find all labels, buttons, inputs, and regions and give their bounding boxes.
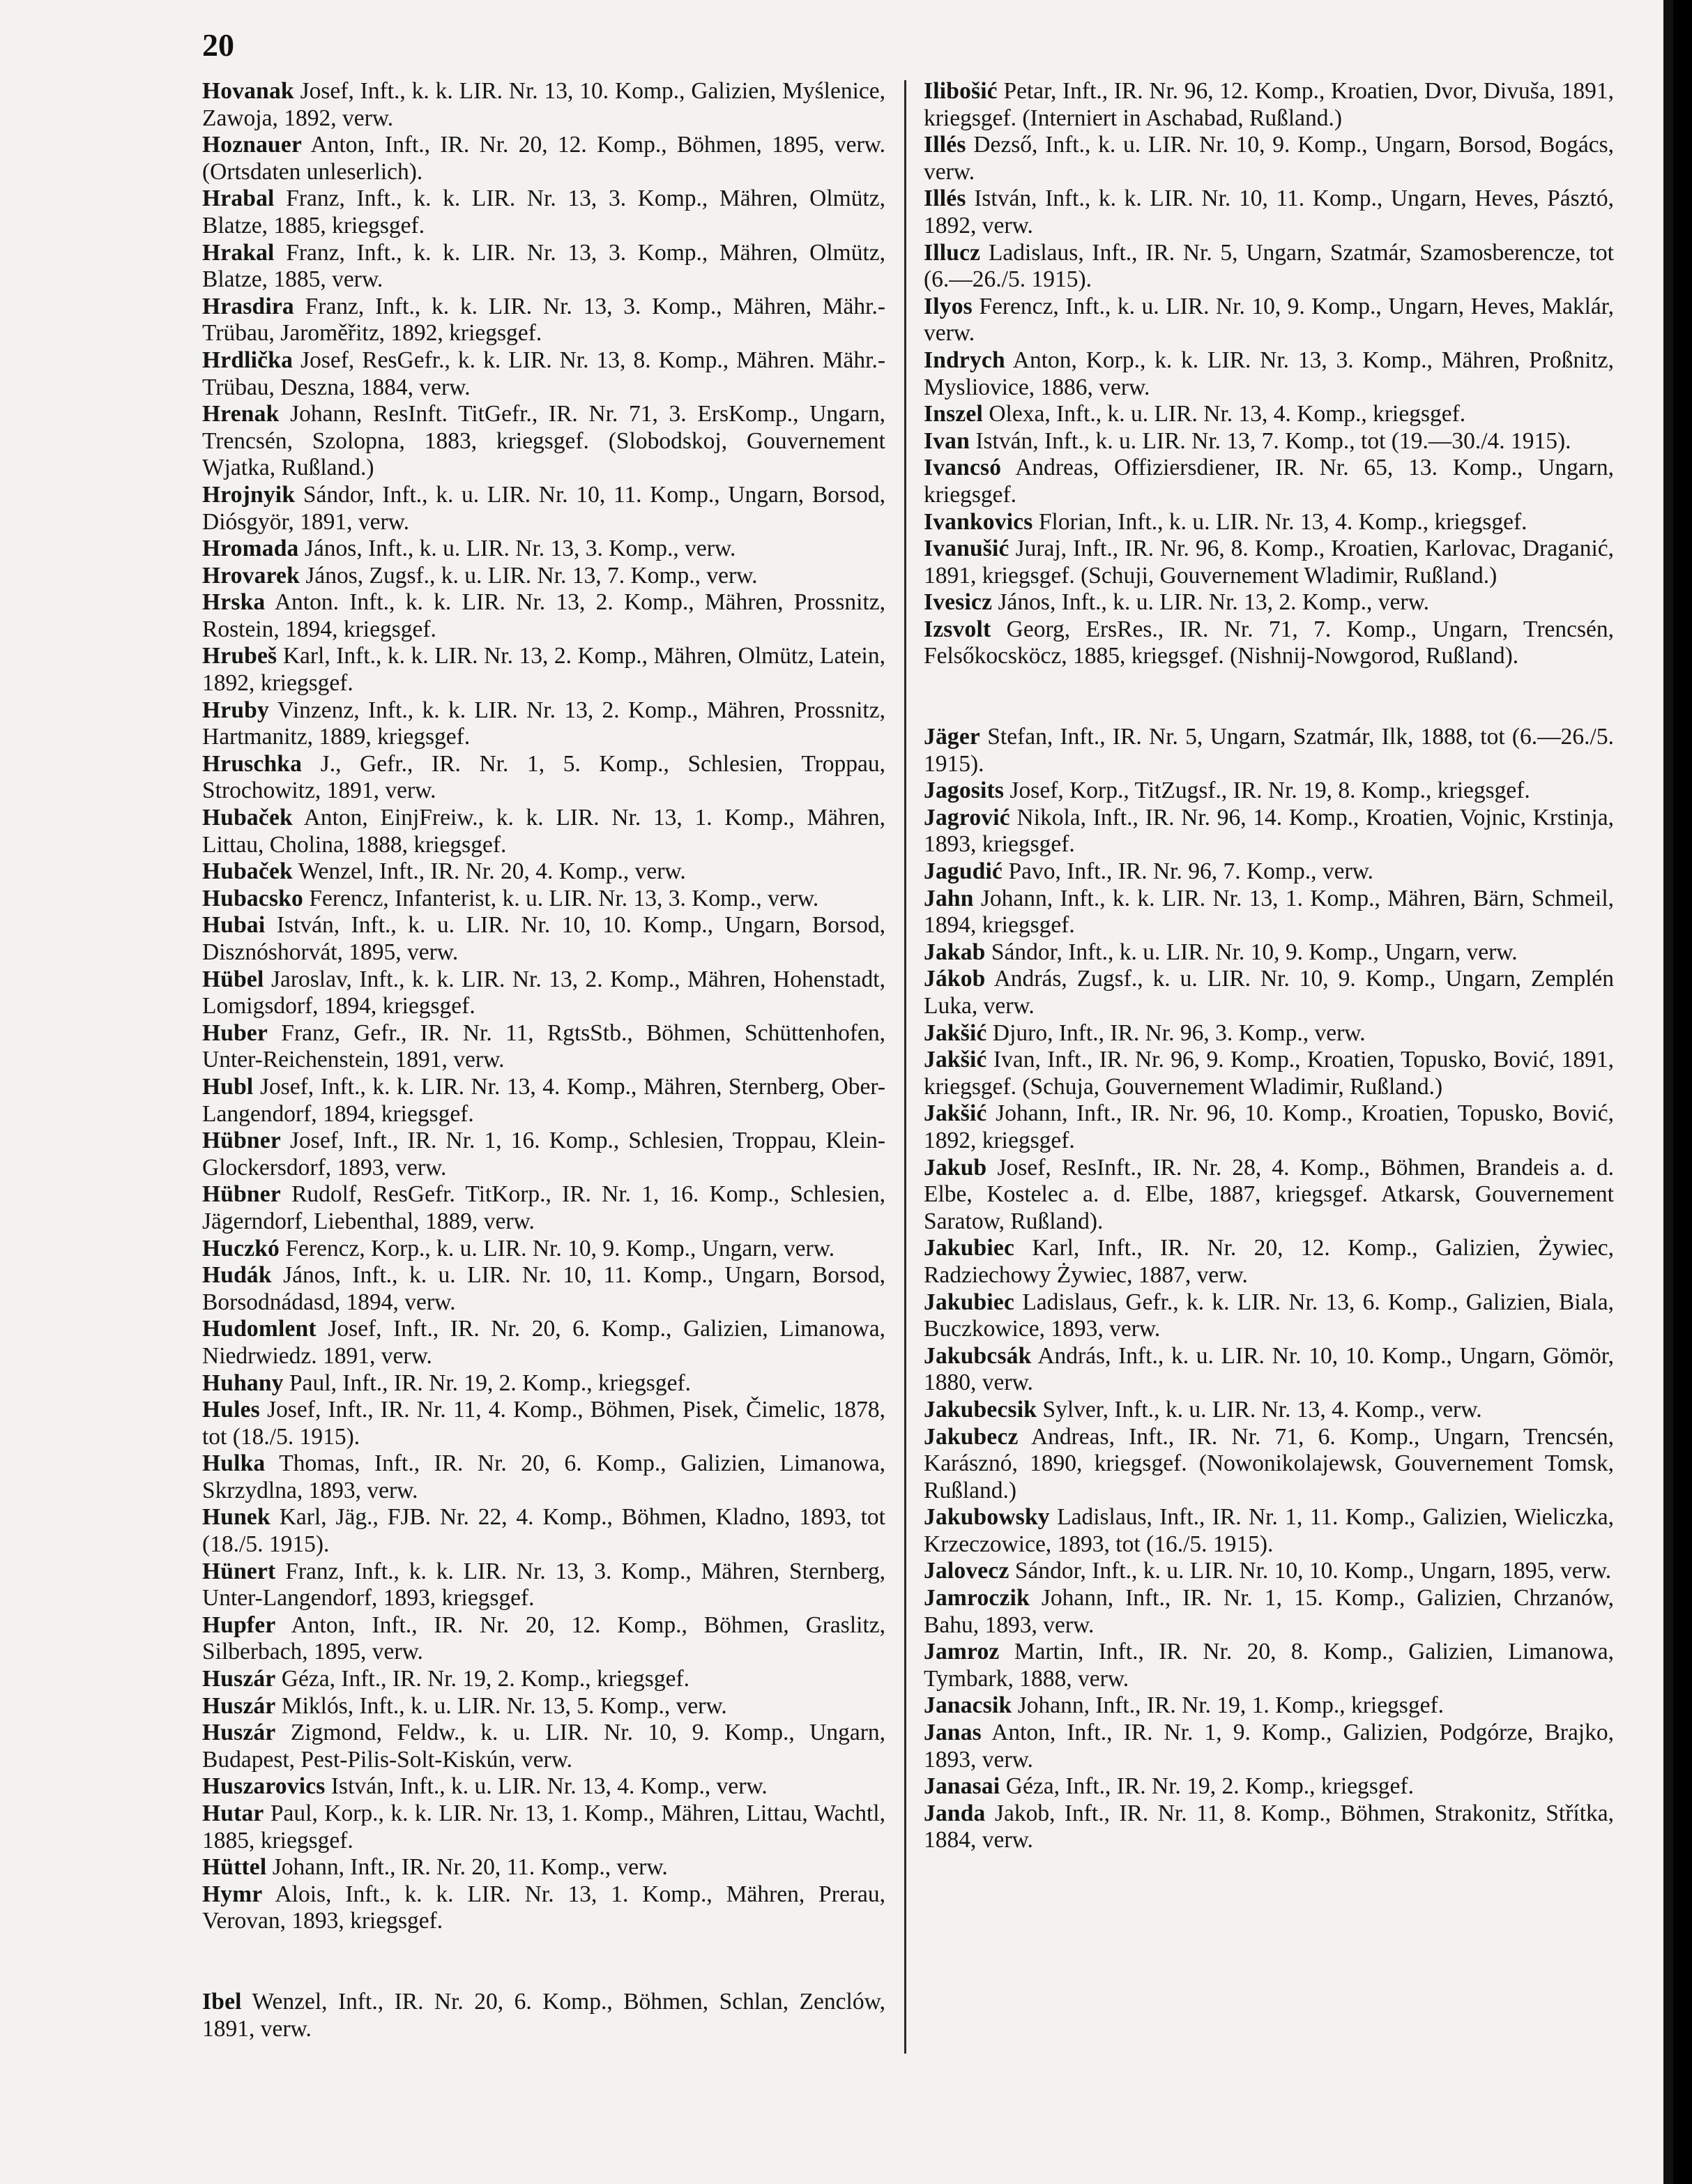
entry-surname: Hromada <box>202 536 299 562</box>
casualty-entry <box>202 1020 885 1074</box>
entry-surname: Jakubecsik <box>924 1396 1037 1423</box>
entry-surname: Hrska <box>202 589 266 616</box>
entry-details: Karl, Inft., IR. Nr. 20, 12. Komp., Galizien, Żywiec, Radziechowy Żywiec, 1887, verw. <box>924 1235 1614 1288</box>
entry-surname: Hudák <box>202 1262 272 1289</box>
entry-surname: Jakubcsák <box>924 1342 1032 1369</box>
entry-details: András, Zugsf., k. u. LIR. Nr. 10, 9. Komp., Ungarn, Zemplén Luka, verw. <box>924 966 1614 1019</box>
entry-surname: Janas <box>924 1720 982 1746</box>
column-divider <box>904 80 906 2054</box>
entry-details: Josef, ResInft., IR. Nr. 28, 4. Komp., Böhmen, Brandeis a. d. Elbe, Kostelec a. d. Elbe, 1887, kriegsgef. Atkarsk, Gouvernement Saratow, Rußland). <box>924 1154 1614 1234</box>
entry-surname: Hruby <box>202 697 269 723</box>
entry-surname: Hubacsko <box>202 885 303 911</box>
entry-details: Karl, Jäg., FJB. Nr. 22, 4. Komp., Böhmen, Kladno, 1893, tot (18./5. 1915). <box>202 1504 885 1558</box>
entry-surname: Jahn <box>924 885 974 911</box>
entry-details: Franz, Inft., k. k. LIR. Nr. 13, 3. Komp., Mähren, Olmütz, Blatze, 1885, verw. <box>202 239 885 293</box>
entry-surname: Hübel <box>202 966 264 992</box>
entry-details: Georg, ErsRes., IR. Nr. 71, 7. Komp., Ungarn, Trencsén, Felsőkocsköcz, 1885, kriegsgef. (Nishnij-Nowgorod, Rußland). <box>924 616 1614 669</box>
casualty-entry <box>924 1155 1614 1236</box>
casualty-entry <box>202 697 885 751</box>
entry-surname: Jagrović <box>924 804 1010 831</box>
entry-details: Petar, Inft., IR. Nr. 96, 12. Komp., Kroatien, Dvor, Divuša, 1891, kriegsgef. (Interniert in Aschabad, Rußland.) <box>924 78 1614 131</box>
entry-details: Rudolf, ResGefr. TitKorp., IR. Nr. 1, 16. Komp., Schlesien, Jägerndorf, Liebenthal, 1889, verw. <box>202 1181 885 1234</box>
casualty-entry <box>924 1020 1614 1047</box>
casualty-entry <box>202 1316 885 1370</box>
entry-details: Géza, Inft., IR. Nr. 19, 2. Komp., kriegsgef. <box>275 1666 689 1692</box>
entry-details: János, Inft., k. u. LIR. Nr. 10, 11. Komp., Ungarn, Borsod, Borsodnádasd, 1894, verw. <box>202 1262 885 1315</box>
entry-surname: Janasai <box>924 1773 1000 1800</box>
casualty-entry <box>924 1720 1614 1773</box>
casualty-entry <box>202 1693 885 1720</box>
entry-surname: Hymr <box>202 1881 263 1907</box>
entry-details: Dezső, Inft., k. u. LIR. Nr. 10, 9. Komp., Ungarn, Borsod, Bogács, verw. <box>924 132 1614 185</box>
entry-surname: Huszarovics <box>202 1773 326 1800</box>
casualty-entry <box>202 805 885 858</box>
entry-details: Djuro, Inft., IR. Nr. 96, 3. Komp., verw. <box>986 1019 1366 1046</box>
casualty-entry <box>924 1397 1614 1424</box>
casualty-entry <box>924 1424 1614 1505</box>
entry-surname: Jäger <box>924 724 980 750</box>
entry-surname: Janacsik <box>924 1692 1012 1719</box>
entry-surname: Hübner <box>202 1181 281 1208</box>
casualty-entry <box>202 1666 885 1693</box>
casualty-entry <box>924 1100 1614 1154</box>
casualty-entry <box>924 1047 1614 1100</box>
entry-details: Josef, Inft., k. k. LIR. Nr. 13, 10. Komp., Galizien, Myślenice, Zawoja, 1892, verw. <box>202 78 885 131</box>
entry-details: Vinzenz, Inft., k. k. LIR. Nr. 13, 2. Komp., Mähren, Prossnitz, Hartmanitz, 1889, kriegsgef. <box>202 697 885 750</box>
entry-surname: Ivankovics <box>924 508 1033 535</box>
casualty-entry <box>202 536 885 563</box>
entry-surname: Hrovarek <box>202 562 300 589</box>
entry-details: Stefan, Inft., IR. Nr. 5, Ungarn, Szatmár, Ilk, 1888, tot (6.—26./5. 1915). <box>924 724 1614 777</box>
casualty-entry <box>202 1397 885 1450</box>
casualty-entry <box>924 616 1614 670</box>
entry-surname: Huczkó <box>202 1235 280 1261</box>
casualty-entry <box>202 1881 885 1935</box>
casualty-entry <box>924 240 1614 294</box>
casualty-entry <box>202 1504 885 1558</box>
entry-details: Géza, Inft., IR. Nr. 19, 2. Komp., kriegsgef. <box>1000 1773 1414 1800</box>
entry-details: Johann, Inft., IR. Nr. 1, 15. Komp., Galizien, Chrzanów, Bahu, 1893, verw. <box>924 1585 1614 1638</box>
casualty-entry <box>924 724 1614 778</box>
entry-details: Ferencz, Inft., k. u. LIR. Nr. 10, 9. Komp., Ungarn, Heves, Maklár, verw. <box>924 293 1614 347</box>
entry-details: Pavo, Inft., IR. Nr. 96, 7. Komp., verw. <box>1003 858 1374 885</box>
entry-surname: Huszár <box>202 1692 276 1719</box>
entry-details: Anton, Korp., k. k. LIR. Nr. 13, 3. Komp., Mähren, Proßnitz, Mysliovice, 1886, verw. <box>924 347 1614 400</box>
section-gap <box>924 670 1614 724</box>
casualty-entry <box>202 1773 885 1800</box>
casualty-entry <box>924 1773 1614 1800</box>
entry-surname: Hübner <box>202 1128 281 1154</box>
entry-surname: Hrabal <box>202 185 275 212</box>
entry-details: Josef, Inft., IR. Nr. 11, 4. Komp., Böhmen, Pisek, Čimelic, 1878, tot (18./5. 1915). <box>202 1397 885 1450</box>
entry-surname: Jakab <box>924 939 986 965</box>
casualty-entry <box>202 563 885 590</box>
entry-surname: Janda <box>924 1800 986 1826</box>
entry-surname: Hudomlent <box>202 1316 317 1342</box>
casualty-entry <box>924 78 1614 132</box>
casualty-entry <box>924 347 1614 401</box>
entry-details: Ladislaus, Inft., IR. Nr. 5, Ungarn, Szatmár, Szamosberencze, tot (6.—26./5. 1915). <box>924 239 1614 293</box>
casualty-entry <box>924 1235 1614 1289</box>
casualty-entry <box>202 1450 885 1504</box>
entry-details: Anton. Inft., k. k. LIR. Nr. 13, 2. Komp., Mähren, Prossnitz, Rostein, 1894, kriegsgef. <box>202 589 885 642</box>
casualty-entry <box>202 482 885 536</box>
casualty-entry <box>202 185 885 239</box>
casualty-entry <box>924 939 1614 966</box>
entry-surname: Hupfer <box>202 1612 276 1638</box>
entry-surname: Jakšić <box>924 1019 987 1046</box>
casualty-entry <box>202 78 885 132</box>
entry-details: Franz, Inft., k. k. LIR. Nr. 13, 3. Komp., Mähren, Mähr.-Trübau, Jaroměřitz, 1892, kriegsgef. <box>202 293 885 347</box>
casualty-entry <box>202 1262 885 1316</box>
entry-surname: Hrojnyik <box>202 481 296 508</box>
casualty-entry <box>202 589 885 643</box>
entry-surname: Hüttel <box>202 1854 267 1881</box>
casualty-entry <box>924 1639 1614 1692</box>
casualty-entry <box>202 1559 885 1612</box>
entry-details: Paul, Inft., IR. Nr. 19, 2. Komp., kriegsgef. <box>283 1370 691 1396</box>
casualty-entry <box>202 1370 885 1397</box>
entry-surname: Hruschka <box>202 750 303 777</box>
casualty-entry <box>202 966 885 1020</box>
casualty-entry <box>924 132 1614 185</box>
casualty-entry <box>924 1343 1614 1397</box>
entry-surname: Huszár <box>202 1720 276 1746</box>
entry-details: Josef, Korp., TitZugsf., IR. Nr. 19, 8. Komp., kriegsgef. <box>1004 778 1530 804</box>
entry-details: Alois, Inft., k. k. LIR. Nr. 13, 1. Komp., Mähren, Prerau, Verovan, 1893, kriegsgef. <box>202 1881 885 1934</box>
entry-details: Ladislaus, Gefr., k. k. LIR. Nr. 13, 6. Komp., Galizien, Biala, Buczkowice, 1893, verw. <box>924 1289 1614 1342</box>
entry-surname: Jákob <box>924 966 986 992</box>
entry-details: Juraj, Inft., IR. Nr. 96, 8. Komp., Kroatien, Karlovac, Draganić, 1891, kriegsgef. (Schuji, Gouvernement Wladimir, Rußland.) <box>924 536 1614 589</box>
entry-details: Miklós, Inft., k. u. LIR. Nr. 13, 5. Komp., verw. <box>275 1692 727 1719</box>
casualty-entry <box>202 1612 885 1666</box>
entry-details: Andreas, Offiziersdiener, IR. Nr. 65, 13. Komp., Ungarn, kriegsgef. <box>924 455 1614 508</box>
entry-details: Thomas, Inft., IR. Nr. 20, 6. Komp., Galizien, Limanowa, Skrzydlna, 1893, verw. <box>202 1450 885 1503</box>
entry-details: Ladislaus, Inft., IR. Nr. 1, 11. Komp., Galizien, Wieliczka, Krzeczowice, 1893, tot (16./5. 1915). <box>924 1504 1614 1557</box>
casualty-entry <box>202 401 885 482</box>
entry-details: István, Inft., k. u. LIR. Nr. 10, 10. Komp., Ungarn, Borsod, Disznóshorvát, 1895, verw. <box>202 912 885 965</box>
entry-details: Nikola, Inft., IR. Nr. 96, 14. Komp., Kroatien, Vojnic, Krstinja, 1893, kriegsgef. <box>924 804 1614 858</box>
casualty-entry <box>924 509 1614 536</box>
entry-details: János, Zugsf., k. u. LIR. Nr. 13, 7. Komp., verw. <box>299 562 758 589</box>
entry-surname: Hrenak <box>202 401 280 427</box>
entry-surname: Hünert <box>202 1558 276 1584</box>
casualty-entry <box>202 240 885 294</box>
entry-details: Ferencz, Korp., k. u. LIR. Nr. 10, 9. Komp., Ungarn, verw. <box>280 1235 835 1261</box>
casualty-entry <box>924 401 1614 428</box>
casualty-entry <box>924 805 1614 858</box>
entry-surname: Hrakal <box>202 239 275 266</box>
entry-details: Andreas, Inft., IR. Nr. 71, 6. Komp., Ungarn, Trencsén, Karásznó, 1890, kriegsgef. (Nowonikolajewsk, Gouvernement Tomsk, Rußland.) <box>924 1423 1614 1503</box>
casualty-entry <box>202 1854 885 1881</box>
entry-surname: Jakšić <box>924 1047 987 1073</box>
entry-surname: Izsvolt <box>924 616 991 642</box>
entry-surname: Jagudić <box>924 858 1003 885</box>
entry-surname: Ivesicz <box>924 589 993 616</box>
entry-details: Josef, Inft., k. k. LIR. Nr. 13, 4. Komp., Mähren, Sternberg, Ober-Langendorf, 1894, kriegsgef. <box>202 1073 885 1127</box>
entry-surname: Hoznauer <box>202 132 303 158</box>
entry-details: Jaroslav, Inft., k. k. LIR. Nr. 13, 2. Komp., Mähren, Hohenstadt, Lomigsdorf, 1894, kriegsgef. <box>202 966 885 1019</box>
entry-details: János, Inft., k. u. LIR. Nr. 13, 2. Komp., verw. <box>992 589 1429 616</box>
entry-surname: Ivanušić <box>924 536 1009 562</box>
entry-surname: Jakubiec <box>924 1289 1015 1315</box>
casualty-entry <box>202 1128 885 1181</box>
entry-details: Sylver, Inft., k. u. LIR. Nr. 13, 4. Komp., verw. <box>1037 1396 1482 1423</box>
entry-details: Johann, Inft., IR. Nr. 19, 1. Komp., kriegsgef. <box>1012 1692 1444 1719</box>
entry-details: Sándor, Inft., k. u. LIR. Nr. 10, 11. Komp., Ungarn, Borsod, Diósgyör, 1891, verw. <box>202 481 885 535</box>
entry-surname: Ilibošić <box>924 78 998 104</box>
entry-surname: Inszel <box>924 401 983 427</box>
entry-surname: Jagosits <box>924 778 1005 804</box>
casualty-entry <box>924 455 1614 508</box>
entry-details: István, Inft., k. u. LIR. Nr. 13, 4. Komp., verw. <box>325 1773 768 1800</box>
entry-surname: Hubaček <box>202 858 293 885</box>
entry-details: Wenzel, Inft., IR. Nr. 20, 4. Komp., verw. <box>292 858 686 885</box>
casualty-entry <box>924 536 1614 589</box>
entry-details: Franz, Inft., k. k. LIR. Nr. 13, 3. Komp., Mähren, Olmütz, Blatze, 1885, kriegsgef. <box>202 185 885 238</box>
casualty-entry <box>924 858 1614 886</box>
entry-details: Florian, Inft., k. u. LIR. Nr. 13, 4. Komp., kriegsgef. <box>1032 508 1527 535</box>
entry-details: Johann, ResInft. TitGefr., IR. Nr. 71, 3. ErsKomp., Ungarn, Trencsén, Szolopna, 1883, kriegsgef. (Slobodskoj, Gouvernement Wjatka, Rußland.) <box>202 401 885 481</box>
entry-surname: Huszár <box>202 1666 276 1692</box>
entry-details: Johann, Inft., IR. Nr. 96, 10. Komp., Kroatien, Topusko, Bović, 1892, kriegsgef. <box>924 1100 1614 1153</box>
entry-surname: Jakubiec <box>924 1235 1015 1261</box>
entry-surname: Hules <box>202 1397 260 1423</box>
casualty-entry <box>202 1800 885 1854</box>
casualty-entry <box>202 294 885 347</box>
entry-surname: Ivancsó <box>924 455 1002 481</box>
entry-details: Martin, Inft., IR. Nr. 20, 8. Komp., Galizien, Limanowa, Tymbark, 1888, verw. <box>924 1639 1614 1692</box>
entry-surname: Hovanak <box>202 78 294 104</box>
page-number: 20 <box>202 27 234 63</box>
entry-surname: Illucz <box>924 239 981 266</box>
entry-details: Olexa, Inft., k. u. LIR. Nr. 13, 4. Komp., kriegsgef. <box>982 401 1466 427</box>
casualty-entry <box>202 132 885 185</box>
entry-surname: Hunek <box>202 1504 270 1531</box>
entry-surname: Jakšić <box>924 1100 987 1127</box>
casualty-entry <box>202 1074 885 1128</box>
entry-surname: Indrych <box>924 347 1005 373</box>
entry-surname: Ivan <box>924 427 970 454</box>
entry-surname: Hutar <box>202 1800 264 1826</box>
section-gap <box>202 1935 885 1989</box>
entry-details: Anton, EinjFreiw., k. k. LIR. Nr. 13, 1. Komp., Mähren, Littau, Cholina, 1888, kriegsgef. <box>202 805 885 858</box>
entry-surname: Hubai <box>202 912 266 939</box>
entry-details: Anton, Inft., IR. Nr. 20, 12. Komp., Böhmen, 1895, verw. (Ortsdaten unleserlich). <box>202 132 885 185</box>
casualty-entry <box>202 1181 885 1235</box>
casualty-entry <box>924 589 1614 616</box>
casualty-entry <box>202 643 885 697</box>
entry-details: István, Inft., k. u. LIR. Nr. 13, 7. Komp., tot (19.—30./4. 1915). <box>969 427 1571 454</box>
entry-surname: Jalovecz <box>924 1558 1009 1584</box>
entry-surname: Jamroz <box>924 1639 1000 1665</box>
entry-surname: Hubl <box>202 1073 254 1100</box>
entry-surname: Huhany <box>202 1370 284 1396</box>
entry-details: János, Inft., k. u. LIR. Nr. 13, 3. Komp., verw. <box>298 536 736 562</box>
casualty-entry <box>924 1289 1614 1343</box>
entry-surname: Illés <box>924 185 966 212</box>
entry-surname: Jamroczik <box>924 1585 1030 1612</box>
entry-details: András, Inft., k. u. LIR. Nr. 10, 10. Komp., Ungarn, Gömör, 1880, verw. <box>924 1342 1614 1396</box>
entry-details: Paul, Korp., k. k. LIR. Nr. 13, 1. Komp., Mähren, Littau, Wachtl, 1885, kriegsgef. <box>202 1800 885 1853</box>
entry-surname: Hrubeš <box>202 643 277 669</box>
casualty-entry <box>924 1504 1614 1558</box>
entry-surname: Hubaček <box>202 805 293 831</box>
entry-details: István, Inft., k. k. LIR. Nr. 10, 11. Komp., Ungarn, Heves, Pásztó, 1892, verw. <box>924 185 1614 238</box>
casualty-entry <box>924 886 1614 939</box>
entry-surname: Ilyos <box>924 293 973 319</box>
casualty-entry <box>202 751 885 805</box>
casualty-entry <box>924 1585 1614 1639</box>
entry-surname: Hulka <box>202 1450 266 1477</box>
entry-details: Sándor, Inft., k. u. LIR. Nr. 10, 10. Komp., Ungarn, 1895, verw. <box>1009 1558 1612 1584</box>
entry-details: Anton, Inft., IR. Nr. 1, 9. Komp., Galizien, Podgórze, Brajko, 1893, verw. <box>924 1720 1614 1773</box>
casualty-entry <box>924 966 1614 1019</box>
entry-details: Franz, Inft., k. k. LIR. Nr. 13, 3. Komp., Mähren, Sternberg, Unter-Langendorf, 1893, kriegsgef. <box>202 1558 885 1612</box>
casualty-entry <box>924 1800 1614 1854</box>
entry-details: Ivan, Inft., IR. Nr. 96, 9. Komp., Kroatien, Topusko, Bović, 1891, kriegsgef. (Schuja, Gouvernement Wladimir, Rußland.) <box>924 1047 1614 1100</box>
casualty-entry <box>202 1236 885 1263</box>
entry-surname: Ibel <box>202 1988 242 2015</box>
right-column <box>924 78 1614 1854</box>
entry-details: Jakob, Inft., IR. Nr. 11, 8. Komp., Böhmen, Strakonitz, Střítka, 1884, verw. <box>924 1800 1614 1853</box>
entry-details: Franz, Gefr., IR. Nr. 11, RgtsStb., Böhmen, Schüttenhofen, Unter-Reichenstein, 1891, verw. <box>202 1019 885 1073</box>
entry-surname: Hrdlička <box>202 347 294 373</box>
casualty-entry <box>202 912 885 966</box>
entry-details: Karl, Inft., k. k. LIR. Nr. 13, 2. Komp., Mähren, Olmütz, Latein, 1892, kriegsgef. <box>202 643 885 697</box>
casualty-entry <box>924 1692 1614 1720</box>
entry-details: Josef, Inft., IR. Nr. 1, 16. Komp., Schlesien, Troppau, Klein-Glockersdorf, 1893, verw. <box>202 1128 885 1181</box>
entry-details: Anton, Inft., IR. Nr. 20, 12. Komp., Böhmen, Graslitz, Silberbach, 1895, verw. <box>202 1612 885 1665</box>
entry-details: Sándor, Inft., k. u. LIR. Nr. 10, 9. Komp., Ungarn, verw. <box>985 939 1518 965</box>
entry-surname: Jakub <box>924 1154 987 1181</box>
entry-details: Johann, Inft., IR. Nr. 20, 11. Komp., verw. <box>266 1854 668 1881</box>
casualty-entry <box>924 778 1614 805</box>
entry-details: Ferencz, Infanterist, k. u. LIR. Nr. 13, 3. Komp., verw. <box>303 885 819 911</box>
entry-details: Josef, Inft., IR. Nr. 20, 6. Komp., Galizien, Limanowa, Niedrwiedz. 1891, verw. <box>202 1316 885 1369</box>
casualty-entry <box>202 1720 885 1773</box>
casualty-entry <box>202 858 885 886</box>
entry-details: Josef, ResGefr., k. k. LIR. Nr. 13, 8. Komp., Mähren. Mähr.-Trübau, Deszna, 1884, verw. <box>202 347 885 400</box>
entry-surname: Jakubecz <box>924 1423 1019 1450</box>
entry-surname: Hrasdira <box>202 293 294 319</box>
entry-details: Johann, Inft., k. k. LIR. Nr. 13, 1. Komp., Mähren, Bärn, Schmeil, 1894, kriegsgef. <box>924 885 1614 939</box>
entry-details: Zigmond, Feldw., k. u. LIR. Nr. 10, 9. Komp., Ungarn, Budapest, Pest-Pilis-Solt-Kiskún, verw. <box>202 1720 885 1773</box>
casualty-entry <box>924 294 1614 347</box>
casualty-entry <box>924 185 1614 239</box>
entry-surname: Huber <box>202 1019 268 1046</box>
left-column <box>202 78 885 2042</box>
entry-surname: Jakubowsky <box>924 1504 1050 1531</box>
entry-surname: Illés <box>924 132 966 158</box>
casualty-entry <box>924 1558 1614 1585</box>
casualty-entry <box>924 428 1614 455</box>
entry-details: Wenzel, Inft., IR. Nr. 20, 6. Komp., Böhmen, Schlan, Zenclów, 1891, verw. <box>202 1988 885 2042</box>
casualty-entry <box>202 1989 885 2042</box>
casualty-entry <box>202 886 885 913</box>
entry-details: J., Gefr., IR. Nr. 1, 5. Komp., Schlesien, Troppau, Strochowitz, 1891, verw. <box>202 750 885 804</box>
casualty-entry <box>202 347 885 401</box>
